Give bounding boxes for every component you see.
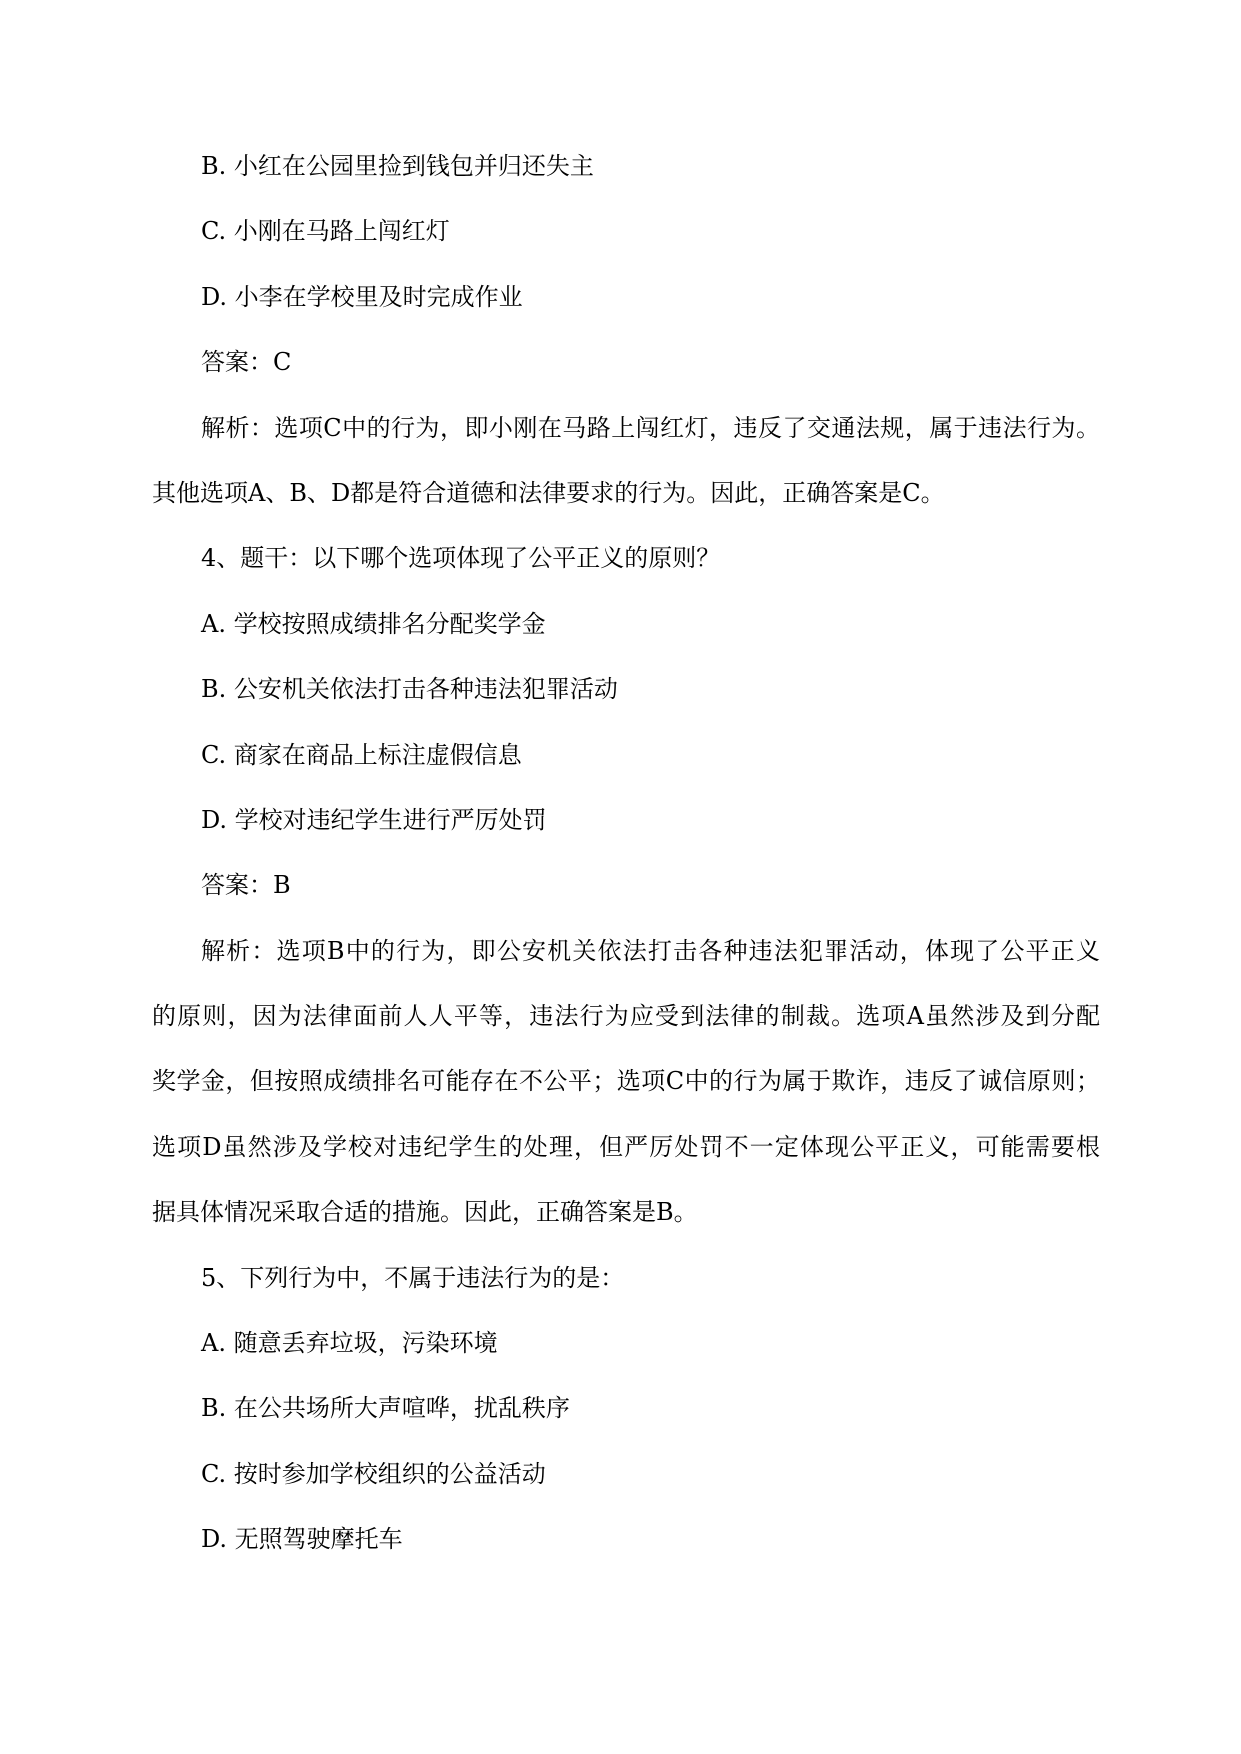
option-c: C. 小刚在马路上闯红灯 [201,217,450,246]
option-d: D. 小李在学校里及时完成作业 [201,282,523,311]
question-5 [152,1246,1100,1573]
option-b: B. 在公共场所大声喧哗，扰乱秩序 [201,1394,570,1423]
explanation-paragraph [152,919,1100,1246]
question-4 [152,526,1100,1245]
explanation-line: 解析：选项B中的行为，即公安机关依法打击各种违法犯罪活动，体现了公平正义 [201,936,1100,965]
explanation-paragraph [152,396,1100,527]
explanation-line: 选项D虽然涉及学校对违纪学生的处理，但严厉处罚不一定体现公平正义，可能需要根 [152,1132,1100,1161]
option-d: D. 学校对违纪学生进行严厉处罚 [201,805,547,834]
option-d: D. 无照驾驶摩托车 [201,1525,403,1554]
option-b: B. 小红在公园里捡到钱包并归还失主 [201,152,594,180]
question-stem: 5、下列行为中，不属于违法行为的是： [201,1263,625,1292]
explanation-line: 据具体情况采取合适的措施。因此，正确答案是B。 [152,1198,698,1227]
option-c: C. 商家在商品上标注虚假信息 [201,740,522,769]
question-3-continued [152,134,1100,526]
explanation-line: 的原则，因为法律面前人人平等，违法行为应受到法律的制裁。选项A虽然涉及到分配 [152,1002,1100,1031]
explanation-line: 其他选项A、B、D都是符合道德和法律要求的行为。因此，正确答案是C。 [152,478,945,507]
option-b: B. 公安机关依法打击各种违法犯罪活动 [201,675,618,704]
answer: 答案：C [201,348,292,377]
question-stem: 4、题干：以下哪个选项体现了公平正义的原则？ [201,544,721,573]
option-c: C. 按时参加学校组织的公益活动 [201,1459,546,1488]
explanation-line: 奖学金，但按照成绩排名可能存在不公平；选项C中的行为属于欺诈，违反了诚信原则； [152,1067,1100,1096]
answer: 答案：B [201,871,291,900]
option-a: A. 随意丢弃垃圾，污染环境 [201,1329,498,1358]
option-a: A. 学校按照成绩排名分配奖学金 [201,609,546,638]
explanation-line: 解析：选项C中的行为，即小刚在马路上闯红灯，违反了交通法规，属于违法行为。 [201,413,1100,442]
